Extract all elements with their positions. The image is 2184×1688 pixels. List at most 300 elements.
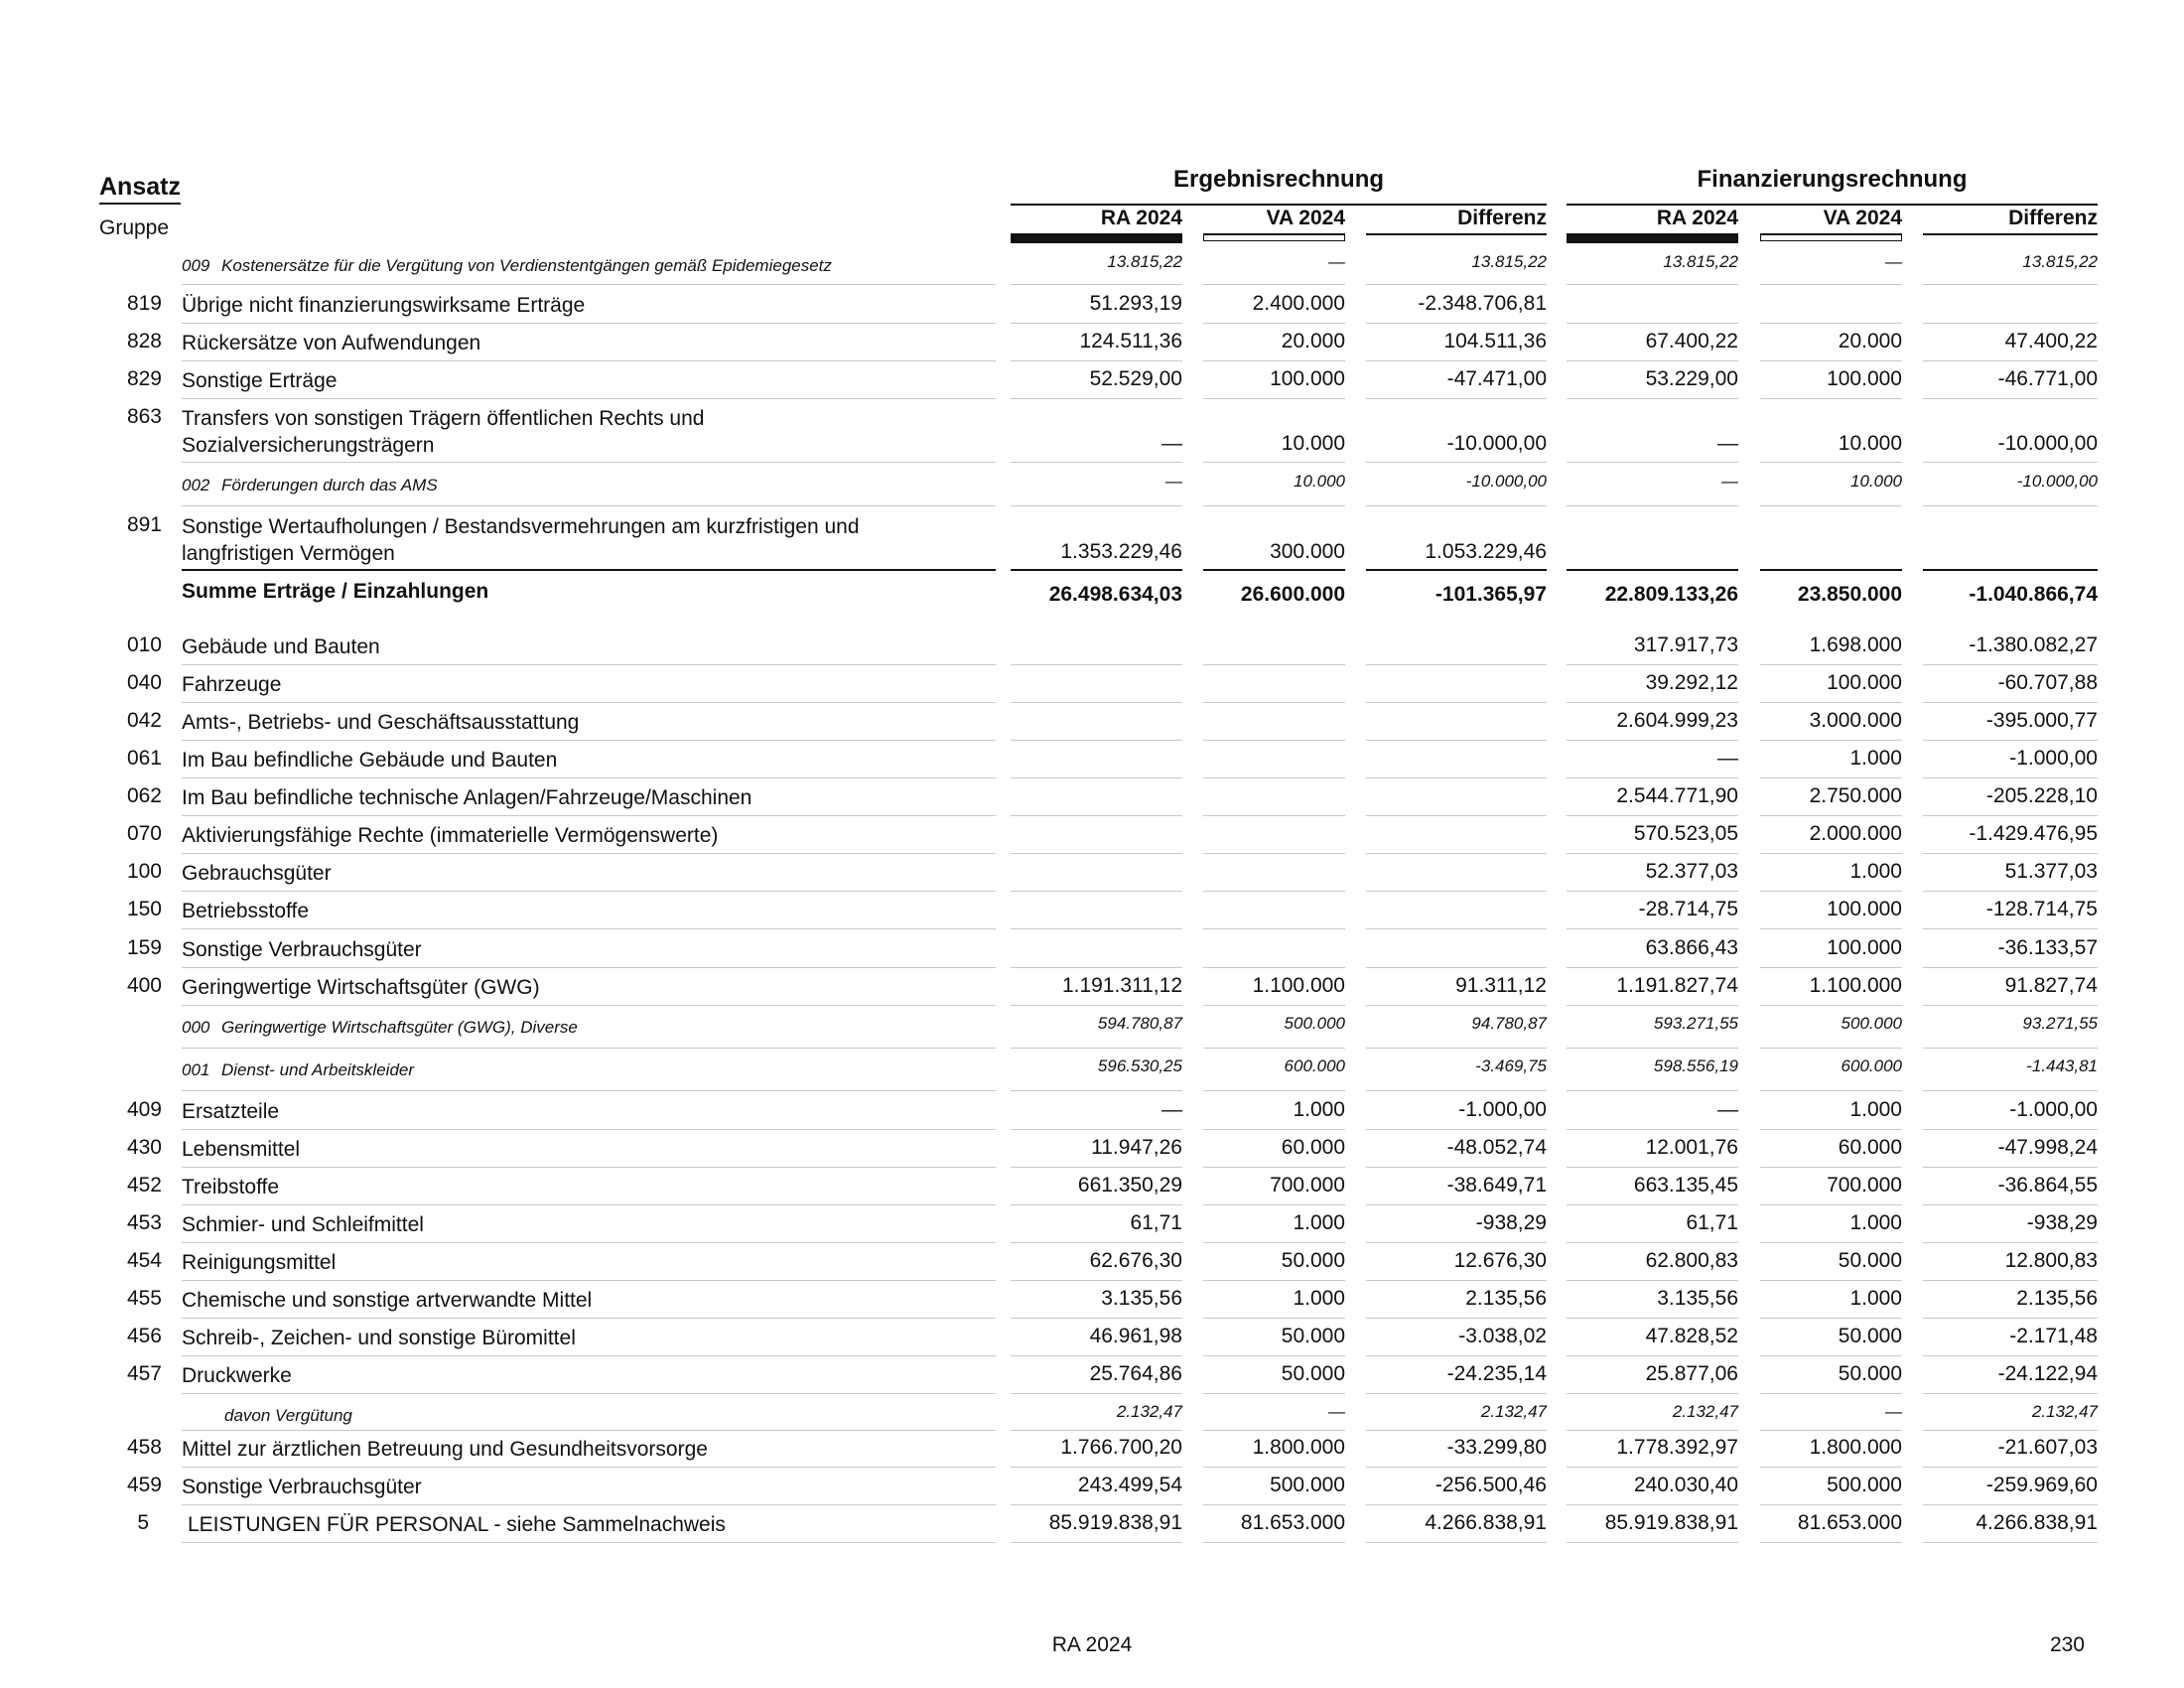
legend-bar-budget: [1203, 233, 1345, 241]
cell-rule: [1366, 1318, 1547, 1319]
cell-rule: [1567, 891, 1738, 892]
cell-fr-va: 1.800.000: [1809, 1436, 1902, 1459]
row-label: Schreib-, Zeichen- und sonstige Büromittel: [182, 1327, 576, 1349]
cell-er-va: 700.000: [1270, 1174, 1345, 1196]
cell-fr-ra: 12.001,76: [1645, 1136, 1738, 1159]
cell-rule: [1366, 1167, 1547, 1168]
row-label-rule: [182, 1090, 996, 1091]
cell-fr-va: 60.000: [1838, 1136, 1902, 1159]
cell-rule: [1011, 1504, 1182, 1505]
cell-rule: [1203, 815, 1345, 816]
row-label: Betriebsstoffe: [182, 900, 310, 922]
footer-label: RA 2024: [1051, 1633, 1133, 1656]
cell-fr-va: 500.000: [1827, 1474, 1902, 1496]
cell-er-ra: 124.511,36: [1079, 330, 1182, 352]
cell-rule: [1203, 1005, 1345, 1006]
cell-rule: [1366, 1355, 1547, 1356]
sub-number: 002: [182, 476, 210, 494]
sub-text: Kostenersätze für die Vergütung von Verdienstentgängen gemäß Epidemiegesetz: [221, 256, 832, 275]
cell-fr-ra: —: [1721, 472, 1738, 491]
cell-er-va: 10.000: [1281, 432, 1345, 455]
cell-er-diff: 94.780,87: [1471, 1014, 1547, 1033]
cell-rule: [1011, 1090, 1182, 1091]
cell-rule: [1567, 1204, 1738, 1205]
cell-er-va: 500.000: [1284, 1014, 1345, 1033]
cell-er-ra: 85.919.838,91: [1048, 1511, 1182, 1534]
row-label-rule: [182, 1355, 996, 1356]
row-label: Aktivierungsfähige Rechte (immaterielle Vermögenswerte): [182, 824, 719, 847]
cell-fr-va: 500.000: [1841, 1014, 1902, 1033]
cell-rule: [1923, 1280, 2098, 1281]
cell-rule: [1366, 505, 1547, 506]
row-code: 452: [126, 1174, 162, 1196]
row-label-rule: [182, 1430, 996, 1431]
cell-rule: [1923, 777, 2098, 778]
cell-rule: [1760, 1355, 1902, 1356]
cell-fr-diff: -1.380.082,27: [1969, 633, 2098, 656]
cell-rule: [1203, 1318, 1345, 1319]
cell-fr-va: 1.000: [1849, 1211, 1902, 1234]
row-code: 456: [126, 1325, 162, 1347]
cell-rule: [1011, 1467, 1182, 1468]
cell-fr-ra: —: [1717, 747, 1738, 770]
cell-rule: [1760, 323, 1902, 324]
cell-er-va: 81.653.000: [1240, 1511, 1345, 1534]
row-label: Treibstoffe: [182, 1176, 280, 1198]
cell-rule: [1567, 323, 1738, 324]
cell-er-va: 20.000: [1281, 330, 1345, 352]
cell-rule: [1366, 815, 1547, 816]
row-sublabel: [182, 1056, 996, 1083]
cell-rule: [1923, 1430, 2098, 1431]
cell-rule: [1923, 1129, 2098, 1130]
cell-rule: [1011, 853, 1182, 854]
row-label-rule: [182, 1005, 996, 1006]
cell-er-diff: -3.469,75: [1475, 1056, 1547, 1075]
row-label: Fahrzeuge: [182, 673, 282, 696]
cell-rule: [1203, 967, 1345, 968]
cell-fr-va: 1.000: [1849, 860, 1902, 883]
cell-rule: [1567, 505, 1738, 506]
cell-er-diff: 2.135,56: [1465, 1287, 1547, 1310]
cell-rule: [1567, 1467, 1738, 1468]
column-header-fr-va: VA 2024: [1823, 207, 1902, 229]
cell-fr-va: 81.653.000: [1797, 1511, 1902, 1534]
cell-fr-ra: 2.604.999,23: [1616, 709, 1738, 732]
cell-rule: [1366, 664, 1547, 665]
row-label-line2: Sozialversicherungsträgern: [182, 434, 435, 457]
cell-rule: [1203, 360, 1345, 361]
cell-rule: [1366, 1467, 1547, 1468]
row-code: 819: [126, 292, 162, 315]
cell-fr-diff: -395.000,77: [1985, 709, 2098, 732]
cell-er-diff: -47.471,00: [1446, 367, 1547, 390]
cell-rule: [1366, 323, 1547, 324]
cell-rule: [1923, 1005, 2098, 1006]
cell-rule: [1760, 1280, 1902, 1281]
row-label: Lebensmittel: [182, 1138, 301, 1161]
cell-rule: [1760, 1204, 1902, 1205]
row-label: Im Bau befindliche technische Anlagen/Fahrzeuge/Maschinen: [182, 786, 752, 809]
sub-text: Dienst- und Arbeitskleider: [221, 1060, 415, 1079]
cell-rule: [1760, 1504, 1902, 1505]
cell-rule: [1011, 891, 1182, 892]
cell-fr-diff: -1.000,00: [2009, 747, 2098, 770]
cell-fr-va: 1.000: [1849, 1098, 1902, 1121]
cell-rule: [1760, 1167, 1902, 1168]
row-label-rule: [182, 1242, 996, 1243]
row-label-rule: [182, 928, 996, 929]
cell-rule: [1011, 505, 1182, 506]
row-code: 150: [126, 898, 162, 920]
cell-er-diff: -38.649,71: [1446, 1174, 1547, 1196]
cell-rule: [1567, 664, 1738, 665]
cell-rule: [1366, 853, 1547, 854]
cell-rule: [1567, 1167, 1738, 1168]
row-code: 430: [126, 1136, 162, 1159]
cell-fr-va: 3.000.000: [1809, 709, 1902, 732]
cell-rule: [1923, 664, 2098, 665]
cell-er-diff: -10.000,00: [1465, 472, 1547, 491]
cell-fr-diff: -60.707,88: [1997, 671, 2098, 694]
cell-rule: [1760, 1467, 1902, 1468]
cell-rule: [1923, 1048, 2098, 1049]
cell-er-ra: 46.961,98: [1089, 1325, 1182, 1347]
row-label: Sonstige Verbrauchsgüter: [182, 938, 422, 961]
cell-rule: [1923, 1090, 2098, 1091]
cell-er-ra: 62.676,30: [1089, 1249, 1182, 1272]
cell-rule: [1366, 1204, 1547, 1205]
cell-fr-diff: -24.122,94: [1997, 1362, 2098, 1385]
cell-rule: [1567, 360, 1738, 361]
cell-rule: [1567, 815, 1738, 816]
cell-rule: [1011, 323, 1182, 324]
cell-er-ra: 1.191.311,12: [1061, 974, 1182, 997]
cell-fr-ra: 2.544.771,90: [1616, 784, 1738, 807]
cell-er-ra: 243.499,54: [1077, 1474, 1182, 1496]
cell-fr-diff: 2.132,47: [2031, 1402, 2098, 1421]
cell-rule: [1366, 1542, 1547, 1543]
cell-rule: [1366, 740, 1547, 741]
row-label: LEISTUNGEN FÜR PERSONAL - siehe Sammelnachweis: [188, 1513, 726, 1536]
cell-rule: [1203, 1242, 1345, 1243]
finanzierungsrechnung-title: Finanzierungsrechnung: [1697, 166, 1968, 193]
row-label: Sonstige Erträge: [182, 369, 338, 392]
cell-er-va: —: [1328, 252, 1345, 271]
row-code: 062: [126, 784, 162, 807]
column-header-er-ra: RA 2024: [1100, 207, 1182, 229]
row-code: 454: [126, 1249, 162, 1272]
cell-fr-va: 50.000: [1838, 1249, 1902, 1272]
cell-fr-ra: 13.815,22: [1663, 252, 1738, 271]
cell-er-diff: 2.132,47: [1480, 1402, 1547, 1421]
cell-rule: [1567, 1355, 1738, 1356]
cell-er-ra: 3.135,56: [1101, 1287, 1182, 1310]
cell-fr-ra: 47.828,52: [1645, 1325, 1738, 1347]
cell-rule: [1923, 815, 2098, 816]
cell-rule: [1011, 398, 1182, 399]
cell-rule: [1011, 1355, 1182, 1356]
legend-bar-actual: [1567, 233, 1738, 243]
cell-er-diff: 104.511,36: [1443, 330, 1547, 352]
row-label-rule: [182, 284, 996, 285]
sub-text: Geringwertige Wirtschaftsgüter (GWG), Diverse: [221, 1018, 578, 1037]
cell-fr-va: 100.000: [1827, 898, 1902, 920]
row-label: Gebrauchsgüter: [182, 862, 332, 885]
cell-fr-ra: 39.292,12: [1645, 671, 1738, 694]
cell-fr-diff: 47.400,22: [2004, 330, 2098, 352]
cell-rule: [1011, 1280, 1182, 1281]
cell-fr-va: 1.100.000: [1809, 974, 1902, 997]
cell-er-va: 50.000: [1281, 1249, 1345, 1272]
cell-fr-diff: 13.815,22: [2022, 252, 2098, 271]
cell-rule: [1203, 398, 1345, 399]
row-label: Chemische und sonstige artverwandte Mittel: [182, 1289, 593, 1312]
cell-fr-diff: -259.969,60: [1985, 1474, 2098, 1496]
cell-fr-va: 2.000.000: [1809, 822, 1902, 845]
cell-rule: [1011, 777, 1182, 778]
row-label-rule: [182, 1167, 996, 1168]
row-code: 100: [126, 860, 162, 883]
cell-er-diff: -1.000,00: [1458, 1098, 1547, 1121]
finanzierungsrechnung-rule: [1567, 204, 2098, 206]
cell-er-diff: -3.038,02: [1458, 1325, 1547, 1347]
row-label: Mittel zur ärztlichen Betreuung und Gesundheitsvorsorge: [182, 1438, 708, 1461]
row-label: Sonstige Verbrauchsgüter: [182, 1476, 422, 1498]
cell-er-va: 100.000: [1270, 367, 1345, 390]
row-label: Geringwertige Wirtschaftsgüter (GWG): [182, 976, 540, 999]
cell-rule: [1011, 1204, 1182, 1205]
row-code: 5: [137, 1511, 149, 1534]
cell-rule: [1567, 462, 1738, 463]
cell-rule: [1567, 740, 1738, 741]
cell-er-ra: 26.498.634,03: [1048, 583, 1182, 606]
row-label-rule: [182, 891, 996, 892]
cell-fr-ra: 317.917,73: [1633, 633, 1738, 656]
cell-fr-ra: 61,71: [1686, 1211, 1738, 1234]
cell-fr-ra: 62.800,83: [1645, 1249, 1738, 1272]
cell-rule: [1760, 815, 1902, 816]
cell-er-ra: 11.947,26: [1091, 1136, 1182, 1159]
cell-er-ra: 13.815,22: [1107, 252, 1182, 271]
cell-er-diff: -101.365,97: [1434, 583, 1547, 606]
cell-fr-va: 100.000: [1827, 367, 1902, 390]
cell-fr-va: 1.000: [1849, 1287, 1902, 1310]
cell-er-va: 1.000: [1293, 1211, 1345, 1234]
cell-fr-diff: -10.000,00: [2016, 472, 2098, 491]
row-label-rule: [182, 1204, 996, 1205]
cell-rule: [1011, 284, 1182, 285]
cell-rule: [1366, 1504, 1547, 1505]
cell-er-ra: 594.780,87: [1097, 1014, 1182, 1033]
cell-er-ra: 2.132,47: [1116, 1402, 1182, 1421]
cell-er-va: 26.600.000: [1240, 583, 1345, 606]
cell-rule: [1760, 777, 1902, 778]
column-header-er-va: VA 2024: [1266, 207, 1345, 229]
cell-rule: [1760, 360, 1902, 361]
cell-rule: [1203, 323, 1345, 324]
cell-fr-va: —: [1885, 1402, 1902, 1421]
cell-fr-va: 23.850.000: [1797, 583, 1902, 606]
row-code: 042: [126, 709, 162, 732]
row-label-line1: Sonstige Wertaufholungen / Bestandsvermehrungen am kurzfristigen und: [182, 515, 860, 538]
cell-rule: [1923, 702, 2098, 703]
cell-fr-va: 1.698.000: [1809, 633, 1902, 656]
cell-rule: [1366, 967, 1547, 968]
cell-rule: [1760, 664, 1902, 665]
row-sublabel: [182, 472, 996, 498]
cell-fr-va: —: [1885, 252, 1902, 271]
cell-rule: [1366, 891, 1547, 892]
cell-er-diff: -33.299,80: [1446, 1436, 1547, 1459]
cell-er-diff: -2.348.706,81: [1418, 292, 1547, 315]
cell-fr-diff: 12.800,83: [2004, 1249, 2098, 1272]
cell-rule: [1923, 284, 2098, 285]
cell-fr-ra: 2.132,47: [1672, 1402, 1738, 1421]
cell-rule: [1923, 1467, 2098, 1468]
cell-rule: [1366, 462, 1547, 463]
sub-number: 009: [182, 256, 210, 275]
cell-rule: [1923, 462, 2098, 463]
cell-rule: [1760, 398, 1902, 399]
cell-rule: [1011, 928, 1182, 929]
cell-rule: [1567, 398, 1738, 399]
cell-rule: [1567, 569, 1738, 571]
row-label-line1: Transfers von sonstigen Trägern öffentlichen Rechts und: [182, 407, 705, 430]
cell-rule: [1923, 360, 2098, 361]
cell-rule: [1011, 1393, 1182, 1394]
cell-fr-va: 10.000: [1850, 472, 1902, 491]
row-code: 891: [126, 513, 162, 536]
row-label-rule: [182, 1129, 996, 1130]
cell-rule: [1760, 1048, 1902, 1049]
cell-fr-ra: 63.866,43: [1645, 936, 1738, 959]
row-label-rule: [182, 569, 996, 571]
cell-rule: [1760, 1090, 1902, 1091]
sub-text: Förderungen durch das AMS: [221, 476, 438, 494]
cell-er-diff: 4.266.838,91: [1425, 1511, 1547, 1534]
cell-rule: [1203, 777, 1345, 778]
cell-fr-diff: -47.998,24: [1997, 1136, 2098, 1159]
cell-rule: [1203, 928, 1345, 929]
cell-rule: [1366, 1005, 1547, 1006]
cell-rule: [1203, 1504, 1345, 1505]
cell-rule: [1203, 702, 1345, 703]
cell-fr-diff: -36.864,55: [1997, 1174, 2098, 1196]
row-code: 459: [126, 1474, 162, 1496]
cell-fr-diff: -1.429.476,95: [1969, 822, 2098, 845]
cell-rule: [1011, 740, 1182, 741]
cell-fr-diff: 93.271,55: [2022, 1014, 2098, 1033]
ergebnisrechnung-title: Ergebnisrechnung: [1172, 166, 1385, 193]
cell-er-ra: 61,71: [1130, 1211, 1182, 1234]
row-label: Schmier- und Schleifmittel: [182, 1213, 424, 1236]
cell-rule: [1923, 1167, 2098, 1168]
cell-rule: [1567, 1280, 1738, 1281]
row-code: 159: [126, 936, 162, 959]
cell-rule: [1760, 967, 1902, 968]
cell-rule: [1760, 569, 1902, 571]
cell-rule: [1923, 928, 2098, 929]
cell-er-ra: —: [1161, 1098, 1182, 1121]
cell-rule: [1923, 1355, 2098, 1356]
cell-rule: [1567, 1005, 1738, 1006]
row-code: 829: [126, 367, 162, 390]
cell-rule: [1760, 702, 1902, 703]
cell-fr-va: 50.000: [1838, 1362, 1902, 1385]
row-code: 458: [126, 1436, 162, 1459]
cell-fr-ra: 85.919.838,91: [1604, 1511, 1738, 1534]
cell-rule: [1366, 1280, 1547, 1281]
cell-er-va: 10.000: [1294, 472, 1345, 491]
cell-rule: [1760, 1430, 1902, 1431]
cell-rule: [1203, 569, 1345, 571]
cell-rule: [1923, 569, 2098, 571]
cell-rule: [1567, 702, 1738, 703]
cell-fr-ra: 1.778.392,97: [1616, 1436, 1738, 1459]
cell-rule: [1923, 1504, 2098, 1505]
cell-rule: [1923, 740, 2098, 741]
cell-rule: [1203, 462, 1345, 463]
cell-rule: [1011, 1242, 1182, 1243]
cell-rule: [1203, 891, 1345, 892]
row-sublabel: [182, 1014, 996, 1041]
row-code: 040: [126, 671, 162, 694]
cell-rule: [1366, 777, 1547, 778]
cell-fr-ra: 593.271,55: [1653, 1014, 1738, 1033]
cell-rule: [1366, 569, 1547, 571]
cell-rule: [1011, 702, 1182, 703]
cell-er-ra: 661.350,29: [1077, 1174, 1182, 1196]
cell-rule: [1203, 1467, 1345, 1468]
cell-rule: [1760, 740, 1902, 741]
cell-rule: [1567, 1048, 1738, 1049]
cell-rule: [1760, 1318, 1902, 1319]
row-label-rule: [182, 777, 996, 778]
cell-rule: [1760, 853, 1902, 854]
cell-er-va: 1.100.000: [1252, 974, 1345, 997]
cell-rule: [1567, 1090, 1738, 1091]
cell-rule: [1203, 1542, 1345, 1543]
cell-fr-diff: -1.000,00: [2009, 1098, 2098, 1121]
cell-fr-ra: 1.191.827,74: [1616, 974, 1738, 997]
cell-rule: [1923, 323, 2098, 324]
cell-fr-va: 2.750.000: [1809, 784, 1902, 807]
cell-er-diff: 12.676,30: [1453, 1249, 1547, 1272]
cell-rule: [1567, 1542, 1738, 1543]
cell-rule: [1011, 1048, 1182, 1049]
row-label-rule: [182, 1393, 996, 1394]
cell-rule: [1760, 1129, 1902, 1130]
cell-rule: [1760, 928, 1902, 929]
row-label: Amts-, Betriebs- und Geschäftsausstattung: [182, 711, 580, 734]
row-label-rule: [182, 1467, 996, 1468]
cell-er-ra: 51.293,19: [1089, 292, 1182, 315]
cell-fr-diff: -46.771,00: [1997, 367, 2098, 390]
ergebnisrechnung-rule: [1011, 204, 1547, 206]
cell-rule: [1567, 967, 1738, 968]
row-label: Rückersätze von Aufwendungen: [182, 332, 481, 354]
cell-fr-ra: 663.135,45: [1633, 1174, 1738, 1196]
row-label: Ersatzteile: [182, 1100, 280, 1123]
cell-er-va: 1.000: [1293, 1098, 1345, 1121]
row-code: 863: [126, 405, 162, 428]
cell-rule: [1011, 1005, 1182, 1006]
column-header-fr-diff: Differenz: [2008, 207, 2098, 229]
cell-fr-ra: 3.135,56: [1657, 1287, 1738, 1310]
cell-fr-diff: -128.714,75: [1985, 898, 2098, 920]
cell-rule: [1923, 398, 2098, 399]
